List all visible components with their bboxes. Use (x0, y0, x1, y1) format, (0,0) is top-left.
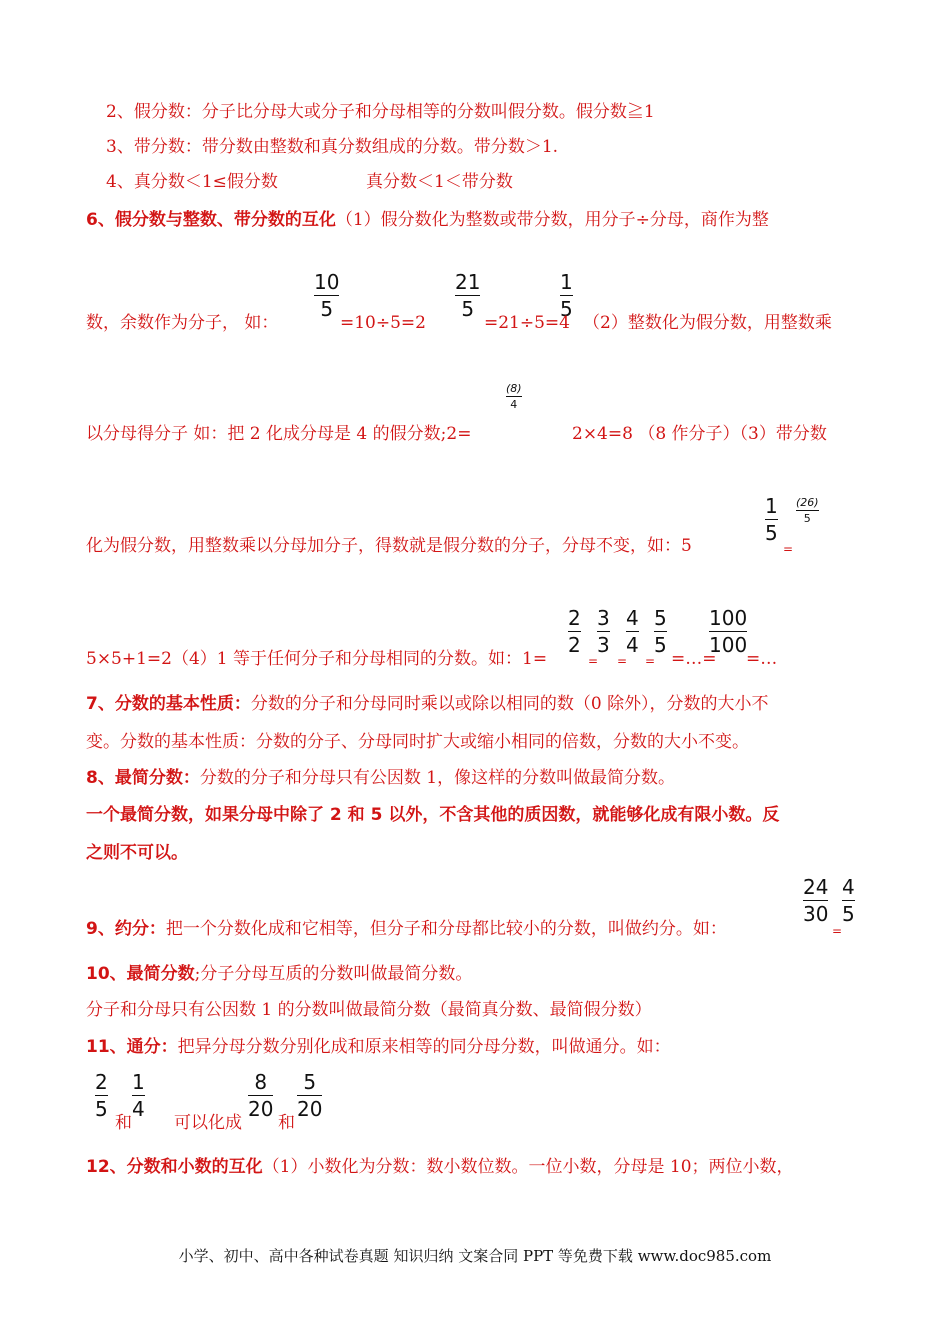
section-12-text: （1）小数化为分数：数小数位数。一位小数，分母是 10；两位小数， (262, 1157, 794, 1177)
section-6-line-1 (86, 209, 769, 231)
fraction-2-2 (568, 606, 581, 657)
denominator: 5 (803, 512, 811, 525)
denominator: 5 (765, 521, 778, 545)
fraction-8-4 (506, 382, 522, 411)
numerator: 5 (654, 606, 667, 630)
denominator: 4 (510, 398, 518, 411)
section-6-line-3a: 以分母得分子 如：把 2 化成分母是 4 的假分数;2= (86, 424, 472, 444)
fraction-2-5 (95, 1070, 108, 1121)
denominator: 30 (803, 902, 829, 926)
fraction-21-5 (455, 270, 480, 321)
denominator: 20 (297, 1097, 323, 1121)
fraction-5-5 (654, 606, 667, 657)
denominator: 20 (248, 1097, 274, 1121)
section-8-note-line-1: 一个最简分数，如果分母中除了 2 和 5 以外，不含其他的质因数，就能够化成有限小数。反 (86, 805, 780, 825)
page-footer: 小学、初中、高中各种试卷真题 知识归纳 文案合同 PPT 等免费下载 www.doc985.com (178, 1247, 772, 1265)
section-8-text: 分数的分子和分母只有公因数 1，像这样的分数叫做最简分数。 (199, 768, 676, 788)
fraction-26-5 (796, 496, 819, 525)
fraction-4-5 (842, 875, 855, 926)
denominator: 3 (597, 633, 610, 657)
numerator: 10 (314, 270, 340, 294)
section-8-heading: 8、最简分数： (86, 768, 200, 788)
continuation-end: =… (746, 649, 778, 669)
section-6-line-2b: =10÷5=2 (340, 313, 426, 333)
section-6-text: （1）假分数化为整数或带分数，用分子÷分母，商作为整 (335, 210, 769, 230)
section-6-line-4: 化为假分数，用整数乘以分母加分子，得数就是假分数的分子，分母不变，如：5 (86, 536, 692, 556)
denominator: 5 (95, 1097, 108, 1121)
denominator: 5 (842, 902, 855, 926)
conjunction-and: 和 (115, 1113, 132, 1133)
denominator: 4 (626, 633, 639, 657)
fraction-24-30 (803, 875, 828, 926)
fraction-1-5-mixed (765, 494, 778, 545)
equals-sign: = (645, 654, 656, 668)
numerator: 2 (95, 1070, 108, 1094)
denominator: 5 (560, 297, 573, 321)
fraction-10-5 (314, 270, 339, 321)
section-7-line-2: 变。分数的基本性质：分数的分子、分母同时扩大或缩小相同的倍数，分数的大小不变。 (86, 732, 749, 752)
denominator: 5 (320, 297, 334, 321)
section-6-line-5: 5×5+1=2（4）1 等于任何分子和分母相同的分数。如：1= (86, 649, 548, 669)
section-7-text: 分数的分子和分母同时乘以或除以相同的数（0 除外），分数的大小不 (250, 694, 769, 714)
numerator: 4 (626, 606, 639, 630)
denominator: 4 (132, 1097, 145, 1121)
section-6-line-3b: 2×4=8 （8 作分子）（3）带分数 (572, 424, 827, 444)
fraction-5-20 (297, 1070, 322, 1121)
continuation-dots: =…= (671, 649, 717, 669)
section-7-heading: 7、分数的基本性质： (86, 694, 251, 714)
section-7-line-1 (86, 693, 769, 715)
numerator: 8 (254, 1070, 268, 1094)
section-12-heading: 12、分数和小数的互化 (86, 1157, 263, 1177)
equals-sign: = (783, 542, 794, 556)
section-6-line-2a: 数，余数作为分子， 如： (86, 313, 279, 333)
section-10-line-1 (86, 963, 472, 985)
section-8-line-1 (86, 767, 675, 789)
numerator: 24 (803, 875, 829, 899)
denominator: 5 (461, 297, 475, 321)
equals-sign: = (832, 924, 843, 938)
numerator: 2 (568, 606, 581, 630)
section-10-heading: 10、最简分数 (86, 964, 195, 984)
equals-sign: = (588, 654, 599, 668)
section-6-heading: 6、假分数与整数、带分数的互化 (86, 210, 336, 230)
numerator: (8) (506, 382, 522, 395)
section-10-text: ;分子分母互质的分数叫做最简分数。 (194, 964, 473, 984)
section-9-line-1 (86, 918, 727, 940)
section-9-text: 把一个分数化成和它相等，但分子和分母都比较小的分数，叫做约分。如： (165, 919, 727, 939)
numerator: 3 (597, 606, 610, 630)
section-11-heading: 11、通分： (86, 1037, 178, 1057)
numerator: 1 (132, 1070, 145, 1094)
section-6-line-2c: =21÷5=4 (484, 313, 570, 333)
numerator: 21 (455, 270, 481, 294)
conjunction-and: 和 (278, 1113, 295, 1133)
fraction-4-4 (626, 606, 639, 657)
section-10-line-2: 分子和分母只有公因数 1 的分数叫做最简分数（最简真分数、最简假分数） (86, 1000, 652, 1020)
section-11-text: 把异分母分数分别化成和原来相等的同分母分数，叫做通分。如： (177, 1037, 671, 1057)
fraction-3-3 (597, 606, 610, 657)
denominator: 2 (568, 633, 581, 657)
denominator: 5 (654, 633, 667, 657)
comparison-proper-mixed: 真分数＜1＜带分数 (366, 172, 513, 192)
numerator: 1 (560, 270, 573, 294)
definition-improper-fraction: 2、假分数：分子比分母大或分子和分母相等的分数叫假分数。假分数≧1 (106, 102, 655, 122)
section-11-line-1 (86, 1036, 671, 1058)
equals-sign: = (617, 654, 628, 668)
section-6-line-2d: （2）整数化为假分数，用整数乘 (583, 313, 832, 333)
comparison-proper-improper: 4、真分数＜1≤假分数 (106, 172, 278, 192)
definition-mixed-number: 3、带分数：带分数由整数和真分数组成的分数。带分数＞1. (106, 137, 559, 157)
fraction-8-20 (248, 1070, 273, 1121)
denominator: 100 (709, 633, 748, 657)
section-9-heading: 9、约分： (86, 919, 166, 939)
numerator: 5 (303, 1070, 317, 1094)
numerator: (26) (796, 496, 819, 509)
numerator: 100 (709, 606, 748, 630)
numerator: 4 (842, 875, 855, 899)
numerator: 1 (765, 494, 778, 518)
section-8-note-line-2: 之则不可以。 (86, 843, 188, 863)
fraction-1-4 (132, 1070, 145, 1121)
can-convert-to: 可以化成 (174, 1113, 242, 1133)
section-12-line-1 (86, 1156, 794, 1178)
